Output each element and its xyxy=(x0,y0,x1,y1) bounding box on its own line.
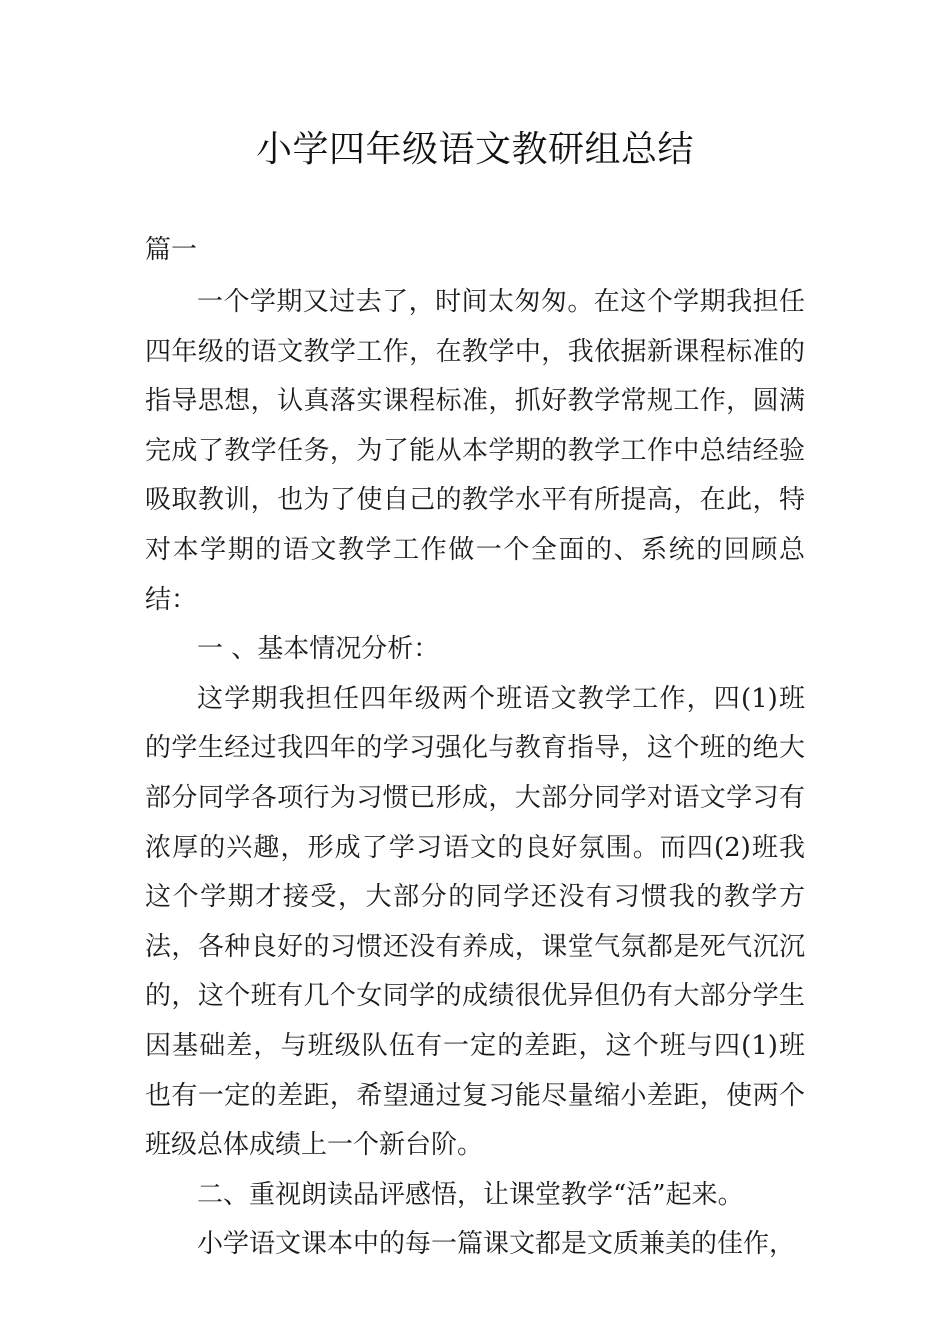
heading-basic-situation: 一 、基本情况分析： xyxy=(197,634,440,665)
document-body xyxy=(145,278,805,1270)
heading-reading-emphasis: 二、重视朗读品评感悟，让课堂教学“活”起来。 xyxy=(197,1179,744,1210)
document-title: 小学四年级语文教研组总结 xyxy=(255,129,694,170)
paragraph-basic-situation: 这学期我担任四年级两个班语文教学工作，四(1)班的学生经过我四年的学习强化与教育指导，这个班的绝大部分同学各项行为习惯已形成，大部分同学对语文学习有浓厚的兴趣，形成了学习语文的良好氛围。而四(2)班我这个学期才接受，大部分的同学还没有习惯我的教学方法，各种良好的习惯还没有养成，课堂气氛都是死气沉沉的，这个班有几个女同学的成绩很优异但仍有大部分学生因基础差，与班级队伍有一定的差距，这个班与四(1)班也有一定的差距，希望通过复习能尽量缩小差距，使两个班级总体成绩上一个新台阶。 xyxy=(145,683,805,1161)
section-label: 篇一 xyxy=(145,235,198,265)
paragraph-reading-emphasis: 小学语文课本中的每一篇课文都是文质兼美的佳作， xyxy=(197,1229,796,1260)
paragraph-intro: 一个学期又过去了，时间太匆匆。在这个学期我担任四年级的语文教学工作，在教学中，我依据新课程标准的指导思想，认真落实课程标准，抓好教学常规工作，圆满完成了教学任务，为了能从本学期的教学工作中总结经验吸取教训，也为了使自己的教学水平有所提高，在此，特对本学期的语文教学工作做一个全面的、系统的回顾总结： xyxy=(145,287,805,615)
